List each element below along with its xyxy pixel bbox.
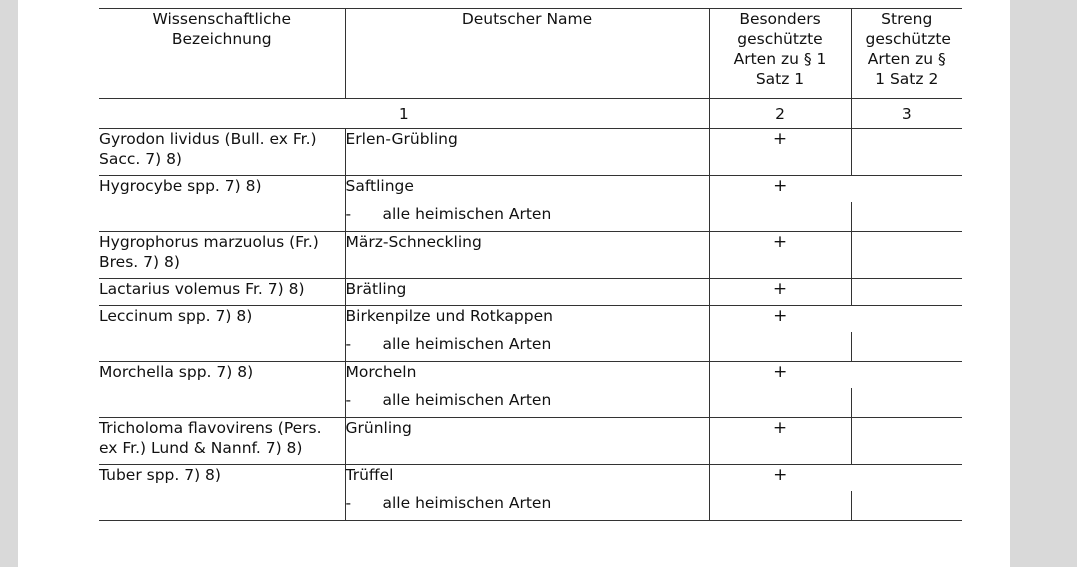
german-name-cell: Trüffel	[345, 465, 709, 492]
list-dash: -	[345, 391, 352, 409]
especially-protected-mark: +	[773, 176, 788, 196]
column-number-1: 1	[99, 99, 709, 129]
german-name-cell: Brätling	[345, 279, 709, 306]
table-row	[99, 129, 962, 176]
especially-protected-mark: +	[709, 232, 851, 279]
german-name-cell: März-Schneckling	[345, 232, 709, 279]
strictly-protected-empty	[851, 332, 962, 362]
scientific-name-cell: Gyrodon lividus (Bull. ex Fr.) Sacc. 7) 8)	[99, 129, 345, 176]
table-row	[99, 465, 962, 492]
strictly-protected-empty	[851, 491, 962, 521]
scientific-name-cell: Morchella spp. 7) 8)	[99, 362, 345, 418]
header-german-name: Deutscher Name	[345, 9, 709, 99]
scientific-name-cell: Lactarius volemus Fr. 7) 8)	[99, 279, 345, 306]
species-rows	[99, 129, 962, 521]
scientific-name-cell: Hygrocybe spp. 7) 8)	[99, 176, 345, 232]
subspecies-cell	[345, 388, 709, 418]
scientific-name-cell: Tuber spp. 7) 8)	[99, 465, 345, 521]
column-number-row	[99, 99, 962, 129]
strictly-protected-mark	[851, 176, 962, 203]
strictly-protected-mark	[851, 418, 962, 465]
header-scientific-name: Wissenschaftliche Bezeichnung	[99, 9, 345, 99]
especially-protected-empty	[709, 388, 851, 418]
strictly-protected-mark	[851, 129, 962, 176]
subspecies-cell	[345, 332, 709, 362]
column-number-3: 3	[851, 99, 962, 129]
table-row	[99, 418, 962, 465]
table-row	[99, 306, 962, 333]
scientific-name-cell: Leccinum spp. 7) 8)	[99, 306, 345, 362]
subspecies-label: alle heimischen Arten	[382, 494, 552, 512]
especially-protected-mark: +	[709, 129, 851, 176]
scientific-name-cell: Hygrophorus marzuolus (Fr.) Bres. 7) 8)	[99, 232, 345, 279]
german-name-cell: Morcheln	[345, 362, 709, 389]
header-strictly-protected: Streng geschützte Arten zu § 1 Satz 2	[851, 9, 962, 99]
strictly-protected-mark	[851, 279, 962, 306]
protected-species-table	[99, 8, 962, 521]
german-name-cell: Birkenpilze und Rotkappen	[345, 306, 709, 333]
document-page	[18, 0, 1010, 567]
list-dash: -	[345, 335, 352, 353]
list-dash: -	[345, 205, 352, 223]
german-name-cell: Erlen-Grübling	[345, 129, 709, 176]
especially-protected-mark: +	[709, 279, 851, 306]
german-name-cell: Grünling	[345, 418, 709, 465]
table-row	[99, 176, 962, 203]
subspecies-cell	[345, 491, 709, 521]
especially-protected-empty	[709, 202, 851, 232]
strictly-protected-mark	[851, 465, 962, 492]
especially-protected-mark: +	[773, 362, 788, 382]
especially-protected-mark: +	[773, 465, 788, 485]
especially-protected-empty	[709, 332, 851, 362]
subspecies-label: alle heimischen Arten	[382, 391, 552, 409]
column-number-2: 2	[709, 99, 851, 129]
especially-protected-mark: +	[709, 418, 851, 465]
subspecies-label: alle heimischen Arten	[382, 335, 552, 353]
strictly-protected-empty	[851, 388, 962, 418]
strictly-protected-mark	[851, 306, 962, 333]
especially-protected-empty	[709, 491, 851, 521]
table-row	[99, 362, 962, 389]
especially-protected-mark: +	[773, 306, 788, 326]
table-row	[99, 279, 962, 306]
german-name-cell: Saftlinge	[345, 176, 709, 203]
header-especially-protected: Besonders geschützte Arten zu § 1 Satz 1	[709, 9, 851, 99]
header-row	[99, 9, 962, 99]
subspecies-label: alle heimischen Arten	[382, 205, 552, 223]
list-dash: -	[345, 494, 352, 512]
scientific-name-cell: Tricholoma flavovirens (Pers. ex Fr.) Lund & Nannf. 7) 8)	[99, 418, 345, 465]
strictly-protected-empty	[851, 202, 962, 232]
table-row	[99, 232, 962, 279]
strictly-protected-mark	[851, 232, 962, 279]
subspecies-cell	[345, 202, 709, 232]
strictly-protected-mark	[851, 362, 962, 389]
